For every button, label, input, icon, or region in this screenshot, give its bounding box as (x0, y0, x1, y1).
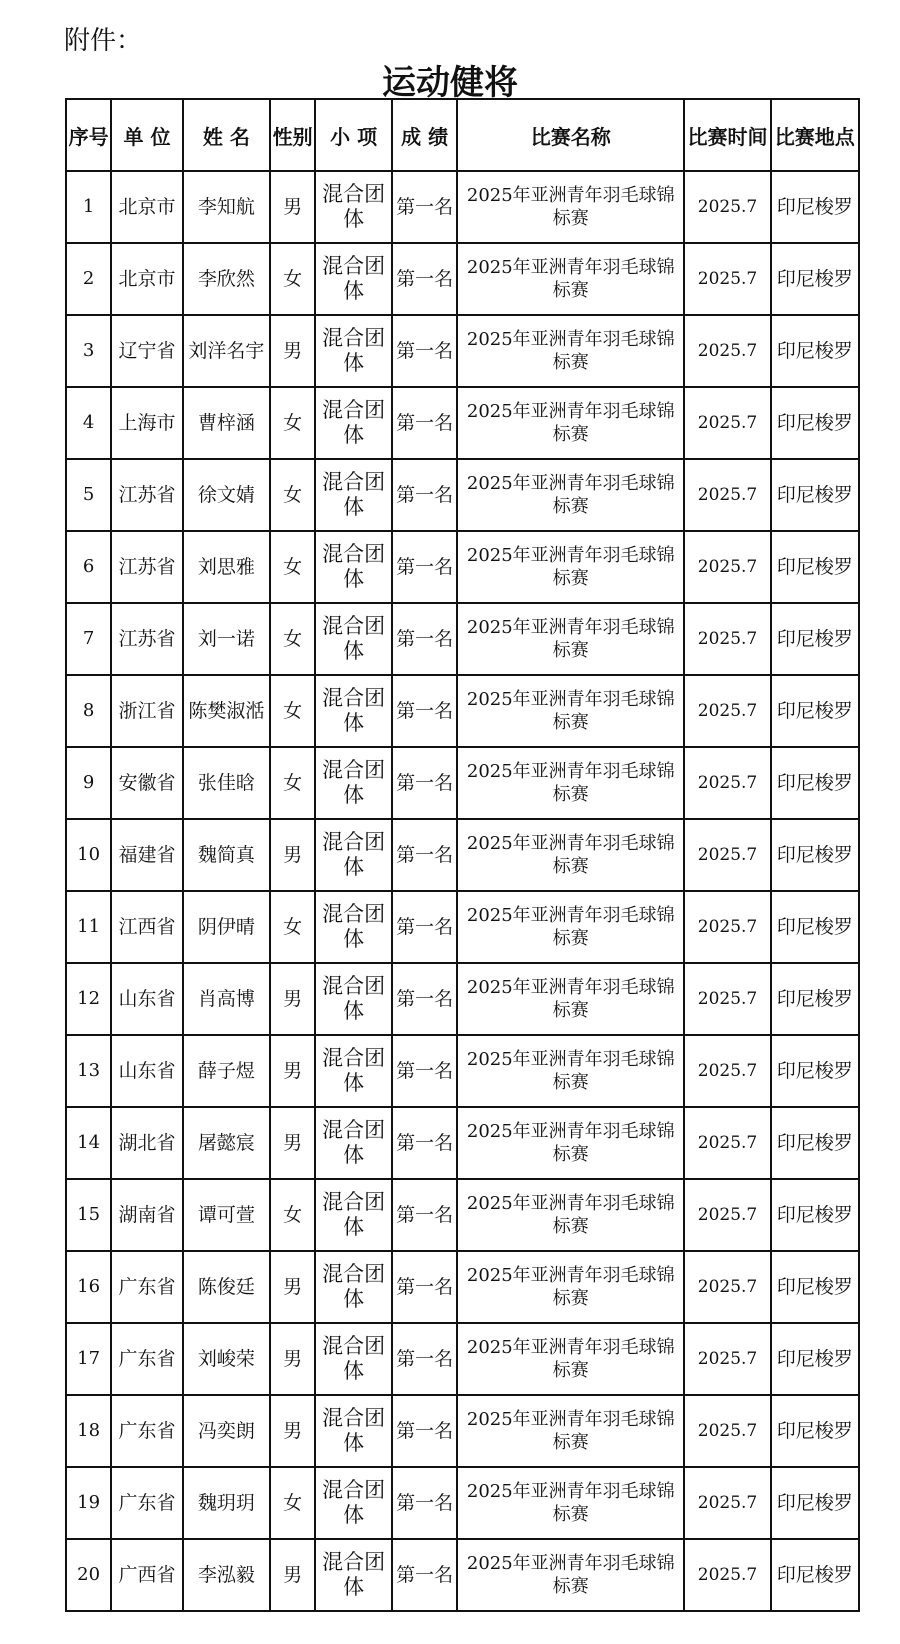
cell-unit: 山东省 (111, 1035, 183, 1107)
cell-place: 印尼梭罗 (771, 1035, 859, 1107)
cell-result: 第一名 (392, 1107, 457, 1179)
table-row (66, 387, 859, 459)
cell-name: 徐文婧 (183, 459, 270, 531)
cell-gender: 女 (270, 1179, 315, 1251)
cell-competition: 2025年亚洲青年羽毛球锦标赛 (457, 171, 684, 243)
cell-seq: 9 (66, 747, 111, 819)
cell-unit: 江西省 (111, 891, 183, 963)
cell-unit: 广西省 (111, 1539, 183, 1611)
cell-place: 印尼梭罗 (771, 1107, 859, 1179)
cell-gender: 男 (270, 1395, 315, 1467)
cell-event: 混合团体 (315, 603, 392, 675)
cell-competition: 2025年亚洲青年羽毛球锦标赛 (457, 1539, 684, 1611)
cell-event: 混合团体 (315, 675, 392, 747)
cell-date: 2025.7 (684, 171, 770, 243)
table-row (66, 1467, 859, 1539)
cell-competition: 2025年亚洲青年羽毛球锦标赛 (457, 1179, 684, 1251)
cell-event: 混合团体 (315, 171, 392, 243)
cell-date: 2025.7 (684, 315, 770, 387)
cell-name: 刘思雅 (183, 531, 270, 603)
cell-seq: 7 (66, 603, 111, 675)
table-row (66, 1107, 859, 1179)
header-competition: 比赛名称 (457, 99, 684, 171)
cell-seq: 8 (66, 675, 111, 747)
cell-event: 混合团体 (315, 1395, 392, 1467)
cell-competition: 2025年亚洲青年羽毛球锦标赛 (457, 1395, 684, 1467)
cell-unit: 湖南省 (111, 1179, 183, 1251)
header-event: 小 项 (315, 99, 392, 171)
cell-gender: 男 (270, 171, 315, 243)
cell-event: 混合团体 (315, 963, 392, 1035)
cell-result: 第一名 (392, 387, 457, 459)
cell-event: 混合团体 (315, 387, 392, 459)
cell-seq: 3 (66, 315, 111, 387)
cell-date: 2025.7 (684, 1035, 770, 1107)
cell-result: 第一名 (392, 1251, 457, 1323)
cell-place: 印尼梭罗 (771, 1539, 859, 1611)
cell-name: 陈樊淑湉 (183, 675, 270, 747)
table-row (66, 1179, 859, 1251)
cell-date: 2025.7 (684, 1323, 770, 1395)
cell-name: 张佳晗 (183, 747, 270, 819)
cell-gender: 女 (270, 1467, 315, 1539)
cell-competition: 2025年亚洲青年羽毛球锦标赛 (457, 747, 684, 819)
cell-date: 2025.7 (684, 1107, 770, 1179)
cell-result: 第一名 (392, 747, 457, 819)
cell-result: 第一名 (392, 1035, 457, 1107)
cell-place: 印尼梭罗 (771, 315, 859, 387)
header-row (66, 99, 859, 171)
cell-gender: 女 (270, 675, 315, 747)
cell-competition: 2025年亚洲青年羽毛球锦标赛 (457, 387, 684, 459)
cell-result: 第一名 (392, 1323, 457, 1395)
cell-competition: 2025年亚洲青年羽毛球锦标赛 (457, 675, 684, 747)
cell-unit: 广东省 (111, 1395, 183, 1467)
cell-place: 印尼梭罗 (771, 531, 859, 603)
cell-gender: 男 (270, 1323, 315, 1395)
cell-result: 第一名 (392, 1467, 457, 1539)
cell-unit: 江苏省 (111, 531, 183, 603)
cell-date: 2025.7 (684, 963, 770, 1035)
table-row (66, 675, 859, 747)
cell-event: 混合团体 (315, 1107, 392, 1179)
cell-gender: 男 (270, 1251, 315, 1323)
cell-name: 刘一诺 (183, 603, 270, 675)
cell-date: 2025.7 (684, 1179, 770, 1251)
table-row (66, 1395, 859, 1467)
cell-event: 混合团体 (315, 1467, 392, 1539)
cell-name: 薛子煜 (183, 1035, 270, 1107)
cell-seq: 5 (66, 459, 111, 531)
cell-place: 印尼梭罗 (771, 1179, 859, 1251)
cell-place: 印尼梭罗 (771, 1251, 859, 1323)
cell-seq: 16 (66, 1251, 111, 1323)
cell-name: 屠懿宸 (183, 1107, 270, 1179)
cell-place: 印尼梭罗 (771, 603, 859, 675)
cell-name: 李泓毅 (183, 1539, 270, 1611)
cell-place: 印尼梭罗 (771, 1395, 859, 1467)
cell-gender: 女 (270, 531, 315, 603)
cell-competition: 2025年亚洲青年羽毛球锦标赛 (457, 531, 684, 603)
header-date: 比赛时间 (684, 99, 770, 171)
attachment-label: 附件： (64, 26, 143, 56)
cell-gender: 女 (270, 387, 315, 459)
cell-seq: 20 (66, 1539, 111, 1611)
table-row (66, 459, 859, 531)
cell-unit: 上海市 (111, 387, 183, 459)
cell-name: 曹梓涵 (183, 387, 270, 459)
header-place: 比赛地点 (771, 99, 859, 171)
cell-seq: 10 (66, 819, 111, 891)
cell-gender: 男 (270, 1035, 315, 1107)
cell-result: 第一名 (392, 675, 457, 747)
table-row (66, 963, 859, 1035)
cell-unit: 广东省 (111, 1467, 183, 1539)
cell-result: 第一名 (392, 459, 457, 531)
table-body (66, 171, 859, 1611)
cell-event: 混合团体 (315, 531, 392, 603)
cell-event: 混合团体 (315, 1179, 392, 1251)
cell-event: 混合团体 (315, 891, 392, 963)
cell-competition: 2025年亚洲青年羽毛球锦标赛 (457, 1251, 684, 1323)
cell-place: 印尼梭罗 (771, 675, 859, 747)
table-row (66, 171, 859, 243)
cell-name: 李欣然 (183, 243, 270, 315)
table-row (66, 1323, 859, 1395)
cell-name: 阴伊晴 (183, 891, 270, 963)
cell-unit: 安徽省 (111, 747, 183, 819)
cell-unit: 山东省 (111, 963, 183, 1035)
cell-competition: 2025年亚洲青年羽毛球锦标赛 (457, 1323, 684, 1395)
cell-result: 第一名 (392, 531, 457, 603)
cell-competition: 2025年亚洲青年羽毛球锦标赛 (457, 603, 684, 675)
cell-place: 印尼梭罗 (771, 1323, 859, 1395)
cell-unit: 福建省 (111, 819, 183, 891)
header-unit: 单 位 (111, 99, 183, 171)
cell-date: 2025.7 (684, 243, 770, 315)
header-result: 成 绩 (392, 99, 457, 171)
cell-gender: 女 (270, 891, 315, 963)
cell-name: 肖高博 (183, 963, 270, 1035)
cell-result: 第一名 (392, 1395, 457, 1467)
cell-name: 魏玥玥 (183, 1467, 270, 1539)
cell-seq: 13 (66, 1035, 111, 1107)
header-gender: 性别 (270, 99, 315, 171)
cell-seq: 2 (66, 243, 111, 315)
cell-name: 刘洋名宇 (183, 315, 270, 387)
cell-name: 李知航 (183, 171, 270, 243)
cell-event: 混合团体 (315, 1539, 392, 1611)
cell-seq: 12 (66, 963, 111, 1035)
cell-unit: 辽宁省 (111, 315, 183, 387)
document-title: 运动健将 (382, 63, 518, 103)
table-row (66, 819, 859, 891)
cell-date: 2025.7 (684, 387, 770, 459)
cell-gender: 女 (270, 459, 315, 531)
cell-result: 第一名 (392, 1179, 457, 1251)
cell-gender: 女 (270, 243, 315, 315)
cell-competition: 2025年亚洲青年羽毛球锦标赛 (457, 243, 684, 315)
table-row (66, 1251, 859, 1323)
cell-competition: 2025年亚洲青年羽毛球锦标赛 (457, 963, 684, 1035)
cell-result: 第一名 (392, 819, 457, 891)
cell-date: 2025.7 (684, 1251, 770, 1323)
cell-date: 2025.7 (684, 1539, 770, 1611)
cell-seq: 15 (66, 1179, 111, 1251)
cell-gender: 女 (270, 747, 315, 819)
cell-name: 魏简真 (183, 819, 270, 891)
cell-unit: 江苏省 (111, 603, 183, 675)
cell-place: 印尼梭罗 (771, 459, 859, 531)
cell-gender: 男 (270, 819, 315, 891)
cell-unit: 浙江省 (111, 675, 183, 747)
cell-unit: 广东省 (111, 1323, 183, 1395)
table-row (66, 243, 859, 315)
cell-event: 混合团体 (315, 459, 392, 531)
cell-date: 2025.7 (684, 747, 770, 819)
cell-competition: 2025年亚洲青年羽毛球锦标赛 (457, 315, 684, 387)
cell-result: 第一名 (392, 891, 457, 963)
cell-place: 印尼梭罗 (771, 819, 859, 891)
cell-gender: 女 (270, 603, 315, 675)
cell-place: 印尼梭罗 (771, 243, 859, 315)
cell-date: 2025.7 (684, 1467, 770, 1539)
cell-competition: 2025年亚洲青年羽毛球锦标赛 (457, 459, 684, 531)
cell-seq: 1 (66, 171, 111, 243)
cell-date: 2025.7 (684, 1395, 770, 1467)
cell-unit: 广东省 (111, 1251, 183, 1323)
cell-result: 第一名 (392, 963, 457, 1035)
table-row (66, 747, 859, 819)
cell-date: 2025.7 (684, 459, 770, 531)
cell-competition: 2025年亚洲青年羽毛球锦标赛 (457, 1107, 684, 1179)
table-row (66, 315, 859, 387)
cell-unit: 湖北省 (111, 1107, 183, 1179)
cell-seq: 6 (66, 531, 111, 603)
cell-place: 印尼梭罗 (771, 891, 859, 963)
header-name: 姓 名 (183, 99, 270, 171)
cell-seq: 14 (66, 1107, 111, 1179)
cell-event: 混合团体 (315, 315, 392, 387)
header-seq: 序号 (66, 99, 111, 171)
cell-unit: 北京市 (111, 171, 183, 243)
cell-unit: 北京市 (111, 243, 183, 315)
table-row (66, 1539, 859, 1611)
cell-result: 第一名 (392, 315, 457, 387)
cell-name: 冯奕朗 (183, 1395, 270, 1467)
cell-event: 混合团体 (315, 819, 392, 891)
cell-name: 刘峻荣 (183, 1323, 270, 1395)
cell-result: 第一名 (392, 243, 457, 315)
cell-event: 混合团体 (315, 1323, 392, 1395)
cell-unit: 江苏省 (111, 459, 183, 531)
cell-result: 第一名 (392, 1539, 457, 1611)
cell-event: 混合团体 (315, 747, 392, 819)
cell-place: 印尼梭罗 (771, 387, 859, 459)
athletes-table (65, 98, 860, 1612)
cell-name: 谭可萱 (183, 1179, 270, 1251)
cell-seq: 4 (66, 387, 111, 459)
cell-place: 印尼梭罗 (771, 747, 859, 819)
cell-name: 陈俊廷 (183, 1251, 270, 1323)
cell-gender: 男 (270, 315, 315, 387)
cell-gender: 男 (270, 1107, 315, 1179)
table-row (66, 603, 859, 675)
cell-event: 混合团体 (315, 1035, 392, 1107)
table-row (66, 1035, 859, 1107)
cell-gender: 男 (270, 1539, 315, 1611)
cell-date: 2025.7 (684, 891, 770, 963)
cell-competition: 2025年亚洲青年羽毛球锦标赛 (457, 891, 684, 963)
cell-gender: 男 (270, 963, 315, 1035)
cell-result: 第一名 (392, 603, 457, 675)
cell-place: 印尼梭罗 (771, 1467, 859, 1539)
cell-competition: 2025年亚洲青年羽毛球锦标赛 (457, 1035, 684, 1107)
cell-date: 2025.7 (684, 603, 770, 675)
cell-competition: 2025年亚洲青年羽毛球锦标赛 (457, 819, 684, 891)
cell-competition: 2025年亚洲青年羽毛球锦标赛 (457, 1467, 684, 1539)
cell-seq: 18 (66, 1395, 111, 1467)
cell-place: 印尼梭罗 (771, 963, 859, 1035)
cell-date: 2025.7 (684, 531, 770, 603)
cell-result: 第一名 (392, 171, 457, 243)
cell-date: 2025.7 (684, 819, 770, 891)
cell-place: 印尼梭罗 (771, 171, 859, 243)
cell-seq: 11 (66, 891, 111, 963)
cell-seq: 19 (66, 1467, 111, 1539)
cell-event: 混合团体 (315, 1251, 392, 1323)
cell-date: 2025.7 (684, 675, 770, 747)
table-row (66, 531, 859, 603)
table-row (66, 891, 859, 963)
cell-seq: 17 (66, 1323, 111, 1395)
cell-event: 混合团体 (315, 243, 392, 315)
